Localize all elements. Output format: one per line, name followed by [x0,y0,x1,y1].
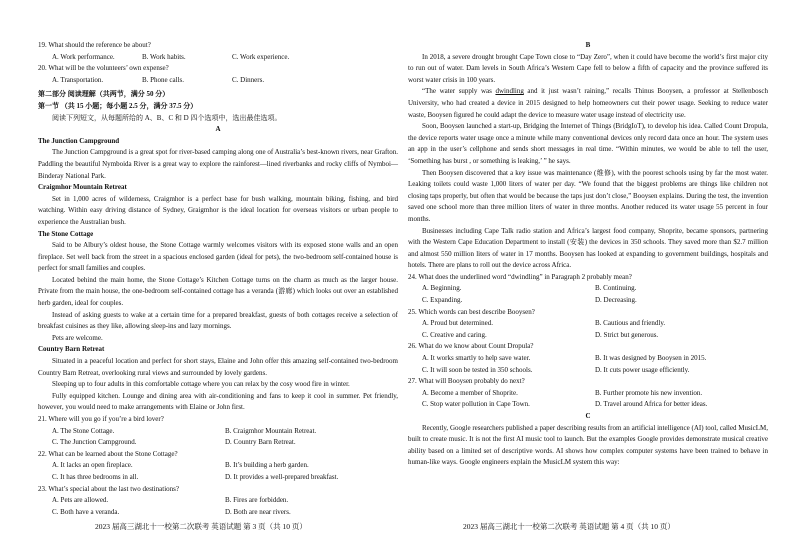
q25-option-a[interactable]: A. Proud but determined. [422,319,493,328]
instructions: 阅读下列短文，从每题所给的 A、B、C 和 D 四个选项中，选出最佳选项。 [52,113,282,122]
q22-option-a[interactable]: A. It lacks an open fireplace. [52,461,133,470]
q24-option-b[interactable]: B. Continuing. [595,284,637,293]
underlined-word: dwindling [495,87,524,96]
q22-option-c[interactable]: C. It has three bedrooms in all. [52,472,139,481]
q20-option-c[interactable]: C. Dinners. [232,75,265,84]
page-footer-right: 2023 届高三湖北十一校第二次联考 英语试题 第 4 页（共 10 页） [463,522,675,531]
q20-options [38,75,398,87]
q24-stem: 24. What does the underlined word “dwindling” in Paragraph 2 probably mean? [408,272,632,281]
q27-option-d[interactable]: D. Travel around Africa for better ideas. [595,400,708,409]
q20-stem: 20. What will be the volunteers’ own expense? [38,64,169,73]
q26-option-d[interactable]: D. It cuts power usage efficiently. [595,365,690,374]
country-barn-paragraph-3: Fully equipped kitchen. Lounge and dining area with air-conditioning and fans to keep it cool in summer. Pet friendly, however, you would need to make arrangements with Elaine or John first. [38,391,398,412]
q21-options-row-1 [38,426,398,438]
q21-option-b[interactable]: B. Craigmhor Mountain Retreat. [225,426,317,435]
q26-options-row-2 [408,365,768,377]
stone-cottage-paragraph-3: Instead of asking guests to wake at a certain time for a prepared breakfast, guests of both cottages receive a selection of breakfast cuisines as they like, allowing sleep-ins and lazy mornings. [38,310,398,331]
q24-options-row-2 [408,295,768,307]
q25-option-d[interactable]: D. Strict but generous. [595,330,659,339]
q26-options-row-1 [408,353,768,365]
passage-b-paragraph-1: In 2018, a severe drought brought Cape Town close to “Day Zero”, when it could have become the world’s first major city to run out of water. Dam levels in South Africa’s Western Cape fell to below a fifth of capacity and the province suffered its worst water crisis in 100 years. [408,52,768,84]
passage-c-paragraph-1: Recently, Google researchers published a paper describing results from an artificial intelligence (AI) tool, called MusicLM, built to create music. It is not the first AI music tool to launch. But the examples Google provides demonstrate musical creative ability based on a limited set of descriptive words. AI shows how complex computer systems have been trained to behave in human-like ways. Google engineers explain the MusicLM system this way: [408,423,768,467]
q20-option-b[interactable]: B. Phone calls. [142,75,184,84]
q24-option-c[interactable]: C. Expanding. [422,296,463,305]
left-column [38,0,398,518]
q22-options-row-2 [38,472,398,484]
q27-option-a[interactable]: A. Become a member of Shoprite. [422,388,518,397]
q27-option-b[interactable]: B. Further promote his new invention. [595,388,703,397]
q22-stem: 22. What can be learned about the Stone Cottage? [38,449,178,458]
q22-option-b[interactable]: B. It’s building a herb garden. [225,461,309,470]
q23-option-a[interactable]: A. Pets are allowed. [52,496,109,505]
q27-options-row-1 [408,388,768,400]
passage-b-paragraph-5: Businesses including Cape Talk radio station and Africa’s largest food company, Shoprite, became sponsors, partnering with the Western Cape Education Department to install (安装) the devices in 350 schools. They saved more than $2.7 million and almost 550 million liters of water in 17 months. Booysen has looked at expanding to government buildings, hospitals and hotels. There are plans to roll out the device across Africa. [408,226,768,270]
q27-option-c[interactable]: C. Stop water pollution in Cape Town. [422,400,530,409]
q26-option-c[interactable]: C. It will soon be tested in 350 schools. [422,365,533,374]
part2-heading: 第二部分 阅读理解（共两节，满分 50 分） [38,90,170,99]
q21-option-c[interactable]: C. The Junction Campground. [52,438,137,447]
q25-option-c[interactable]: C. Creative and caring. [422,330,487,339]
q26-stem: 26. What do we know about Count Dropula? [408,342,534,351]
q25-option-b[interactable]: B. Cautious and friendly. [595,319,666,328]
passage-a-label: A [215,125,221,134]
q23-options-row-2 [38,507,398,519]
stone-cottage-paragraph-4: Pets are welcome. [52,333,103,342]
q25-options-row-2 [408,330,768,342]
q24-option-d[interactable]: D. Decreasing. [595,296,637,305]
passage-c-label: C [585,412,591,420]
junction-text: The Junction Campground is a great spot for river-based camping along one of Australia’s best-known rivers, near Grafton. Paddling the beautiful Nymboida River is a great way to explore the rainforest—lined riverbanks and rocky cliffs of Nymboi—Binderay National Park. [38,148,398,180]
q22-options-row-1 [38,460,398,472]
q19-option-c[interactable]: C. Work experience. [232,52,290,61]
q26-option-a[interactable]: A. It works smartly to help save water. [422,354,531,363]
passage-b-paragraph-3: Soon, Booysen launched a start-up, Bridging the Internet of Things (BridgIoT), to develop his idea. Called Count Dropula, the device reports water usage once a minute while many conventional devices only record data once an hour. The system uses an app in the user’s cellphone and sends short messages in real time. “Within minutes, we would be able to tell the user, ‘Something has burst , or something is leaking,’ ” he says. [408,122,768,165]
q19-stem: 19. What should the reference be about? [38,41,151,49]
q20-option-a[interactable]: A. Transportation. [52,75,104,84]
q21-option-a[interactable]: A. The Stone Cottage. [52,426,115,435]
junction-title: The Junction Campground [38,136,120,145]
page-footer-left: 2023 届高三湖北十一校第二次联考 英语试题 第 3 页（共 10 页） [95,522,307,531]
paragraph-2-start: “The water supply was [422,87,496,96]
passage-b-label: B [585,41,591,49]
section1-heading: 第一节 （共 15 小题；每小题 2.5 分，满分 37.5 分） [38,101,198,110]
q26-option-b[interactable]: B. It was designed by Booysen in 2015. [595,354,707,363]
q24-options-row-1 [408,283,768,295]
q23-option-b[interactable]: B. Fires are forbidden. [225,496,289,505]
country-barn-paragraph-1: Situated in a peaceful location and perfect for short stays, Elaine and John offer this amazing self-contained two-bedroom Country Barn Retreat, overlooking rural views and surrounded by lovely gardens. [38,357,398,377]
q21-stem: 21. Where will you go if you’re a bird lover? [38,415,164,423]
passage-b-paragraph-2 [408,86,768,121]
right-column [408,0,768,469]
q21-option-d[interactable]: D. Country Barn Retreat. [225,438,296,447]
craigmhor-text: Set in 1,000 acres of wilderness, Craigmhor is a perfect base for bush walking, mountain biking, fishing, and bird watching. Within easy driving distance of Sydney, Graigmhor is the ideal location for overseas visitors or urban people to experience the Australian bush. [38,194,398,226]
q27-stem: 27. What will Booysen probably do next? [408,377,525,386]
q21-options-row-2 [38,437,398,449]
q27-options-row-2 [408,399,768,411]
q25-options-row-1 [408,318,768,330]
paragraph-2-rest: and it just wasn’t raining,” recalls Thinus Booysen, a professor at Stellenbosch University, who had created a device in 2015 designed to help homeowners cut their power usage. Seeking to reduce water waste, Booysen figured he could adapt the device to measure water usage instead of electricity use. [408,87,768,119]
q23-option-d[interactable]: D. Both are near rivers. [225,507,291,516]
craigmhor-title: Craigmhor Mountain Retreat [38,183,127,192]
country-barn-title: Country Barn Retreat [38,345,105,354]
q22-option-d[interactable]: D. It provides a well-prepared breakfast. [225,472,339,481]
stone-cottage-paragraph-2: Located behind the main home, the Stone Cottage’s Kitchen Cottage turns on the charm as much as the larger house. Private from the main house, the one-bedroom self-contained cottage has a veranda (游廊) which looks out over an established herb garden, ideal for couples. [38,275,398,308]
q19-options [38,52,398,64]
stone-cottage-paragraph-1: Said to be Albury’s oldest house, the Stone Cottage warmly welcomes visitors with its exposed stone walls and an open fireplace. Set well back from the street in a spacious enclosed garden (ideal for pets), the two-bedroom self-contained house is perfect for small families and couples. [38,241,398,273]
q23-option-c[interactable]: C. Both have a veranda. [52,507,120,516]
q23-stem: 23. What’s special about the last two destinations? [38,484,180,493]
q23-options-row-1 [38,495,398,507]
stone-cottage-title: The Stone Cottage [38,229,94,238]
passage-b-paragraph-4: Then Booysen discovered that a key issue was maintenance (维修), with the poorest schools using by far the most water. Leaking toilets could waste 1,000 liters of water per day. “We found that the biggest problems are things like children not closing taps properly, but often that would be because the taps just don’t close,” Booysen explains. During the test, the invention saved one school more than three million liters of water in three months. Another reduced its water usage 55 percent in four months. [408,168,768,223]
q25-stem: 25. Which words can best describe Booysen? [408,307,535,316]
q19-option-b[interactable]: B. Work habits. [142,52,186,61]
country-barn-paragraph-2: Sleeping up to four adults in this comfortable cottage where you can relax by the cosy wood fire in winter. [52,380,350,389]
q24-option-a[interactable]: A. Beginning. [422,284,462,293]
q19-option-a[interactable]: A. Work performance. [52,52,115,61]
